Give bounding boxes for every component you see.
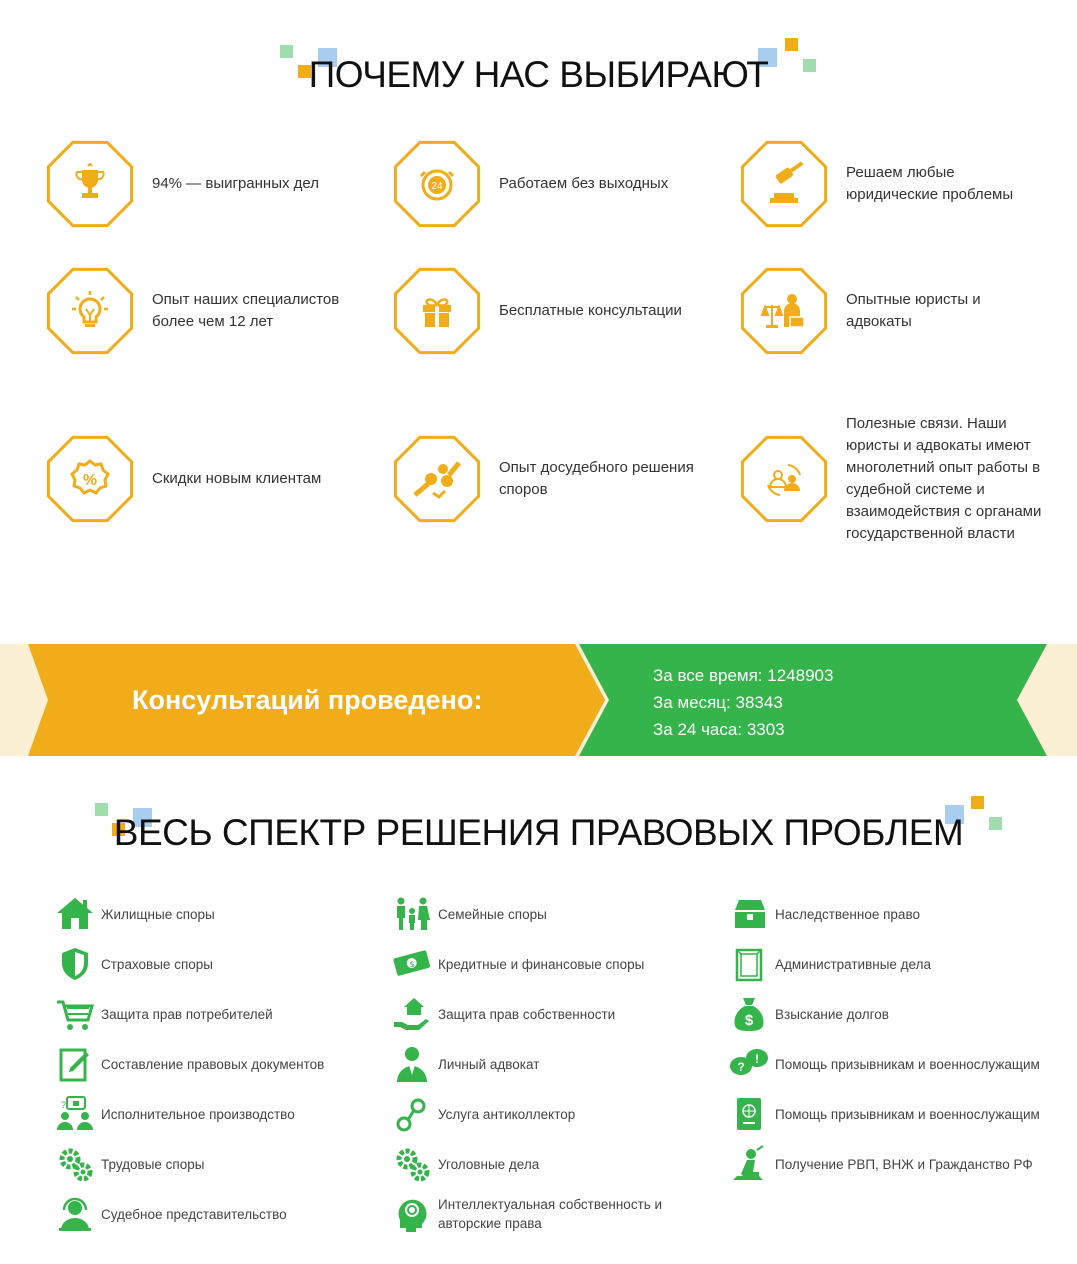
feature-item	[736, 415, 1056, 542]
feature-text: 94% — выигранных дел	[152, 175, 320, 192]
feature-text: Опыт наших специалистов более чем 12 лет	[152, 291, 340, 330]
edit-document-icon	[55, 1044, 95, 1084]
service-item[interactable]	[392, 1044, 722, 1084]
stat-row: За все время: 1248903	[653, 666, 834, 685]
feature-item	[389, 431, 709, 531]
passport-icon	[729, 1094, 769, 1134]
connections-icon	[760, 455, 808, 503]
service-label[interactable]: Административные дела	[775, 956, 931, 972]
feature-text: Скидки новым клиентам	[152, 470, 322, 487]
service-label[interactable]: Получение РВП, ВНЖ и Гражданство РФ	[775, 1156, 1033, 1172]
feature-text: Бесплатные консультации	[499, 302, 682, 319]
service-item[interactable]	[55, 1144, 385, 1184]
feature-text: Работаем без выходных	[499, 175, 669, 192]
service-item[interactable]	[55, 1044, 385, 1084]
hex-badge	[389, 431, 485, 527]
service-item[interactable]	[729, 1044, 1059, 1084]
service-item[interactable]	[729, 1144, 1059, 1184]
consultations-banner	[0, 644, 1077, 756]
clock-24-icon	[413, 160, 461, 208]
service-label[interactable]: Защита прав собственности	[438, 1006, 616, 1022]
service-label[interactable]: Уголовные дела	[438, 1156, 540, 1172]
service-label[interactable]: Наследственное право	[775, 906, 920, 922]
service-label[interactable]: Помощь призывникам и военнослужащим	[775, 1106, 1040, 1122]
lawyer-scales-icon	[760, 287, 808, 335]
service-label[interactable]: Интеллектуальная собственность и авторские права	[438, 1197, 663, 1231]
documents-icon	[729, 944, 769, 984]
service-item[interactable]	[55, 994, 385, 1034]
service-item[interactable]	[392, 1094, 722, 1134]
feature-item	[42, 431, 362, 531]
feature-text: Опыт досудебного решения споров	[499, 459, 694, 498]
hex-badge	[736, 431, 832, 527]
service-item[interactable]	[55, 1194, 385, 1234]
house-icon	[55, 894, 95, 934]
stat-row: За 24 часа: 3303	[653, 720, 785, 739]
feature-item	[736, 136, 1056, 236]
svg-text:!: !	[755, 1052, 759, 1066]
hex-badge	[389, 136, 485, 232]
banner-title: Консультаций проведено:	[132, 684, 483, 715]
hex-badge	[42, 136, 138, 232]
family-icon	[392, 894, 432, 934]
service-label[interactable]: Помощь призывникам и военнослужащим	[775, 1056, 1040, 1072]
service-label[interactable]: Личный адвокат	[438, 1056, 540, 1072]
service-label[interactable]: Трудовые споры	[101, 1156, 205, 1172]
svg-text:$: $	[744, 1012, 754, 1029]
hex-badge	[736, 263, 832, 359]
question-bubbles-icon	[729, 1044, 769, 1084]
head-brain-icon	[392, 1194, 432, 1234]
hex-badge	[736, 136, 832, 232]
service-item[interactable]	[392, 894, 722, 934]
feature-text: Полезные связи. Наши юристы и адвокаты имеют многолетний опыт работы в судебной системе и взаимодействия с органами государственной власти	[846, 415, 1042, 542]
feature-item	[389, 263, 709, 363]
service-label[interactable]: Семейные споры	[438, 906, 547, 922]
feature-item	[42, 136, 362, 236]
services-title: ВЕСЬ СПЕКТР РЕШЕНИЯ ПРАВОВЫХ ПРОБЛЕМ	[113, 812, 964, 853]
service-label[interactable]: Услуга антиколлектор	[438, 1106, 576, 1122]
chest-icon	[729, 894, 769, 934]
shopping-cart-icon	[55, 994, 95, 1034]
decor-square	[785, 38, 798, 51]
svg-text:$: $	[408, 959, 416, 970]
why-title: ПОЧЕМУ НАС ВЫБИРАЮТ	[308, 54, 769, 95]
service-label[interactable]: Страховые споры	[101, 956, 213, 972]
handshake-icon	[413, 455, 461, 503]
service-item[interactable]	[392, 1144, 722, 1184]
gift-icon	[413, 287, 461, 335]
svg-text:24: 24	[431, 181, 443, 192]
stat-row: За месяц: 38343	[653, 693, 783, 712]
lightbulb-icon	[66, 287, 114, 335]
svg-text:?: ?	[61, 1100, 67, 1110]
service-item[interactable]	[392, 994, 722, 1034]
hex-badge	[42, 431, 138, 527]
service-label[interactable]: Судебное представительство	[101, 1206, 287, 1222]
feature-text: Решаем любые юридические проблемы	[846, 164, 1014, 203]
service-label[interactable]: Жилищные споры	[101, 906, 215, 922]
service-label[interactable]: Составление правовых документов	[101, 1056, 325, 1072]
service-item[interactable]	[729, 894, 1059, 934]
gears-icon	[55, 1144, 95, 1184]
feature-text: Опытные юристы и адвокаты	[846, 291, 981, 330]
feature-item	[736, 263, 1056, 363]
money-icon	[392, 944, 432, 984]
shield-icon	[55, 944, 95, 984]
service-item[interactable]	[729, 1094, 1059, 1134]
hex-badge	[389, 263, 485, 359]
svg-text:%: %	[82, 472, 98, 489]
trophy-icon	[66, 160, 114, 208]
service-label[interactable]: Взыскание долгов	[775, 1006, 889, 1022]
person-writing-icon	[729, 1144, 769, 1184]
service-item[interactable]	[55, 1094, 385, 1134]
service-item[interactable]	[392, 944, 722, 984]
discount-badge-icon	[66, 455, 114, 503]
money-bag-icon	[729, 994, 769, 1034]
banner-stats	[653, 662, 833, 743]
service-item[interactable]	[729, 994, 1059, 1034]
hex-badge	[42, 263, 138, 359]
decor-square	[971, 796, 984, 809]
service-item[interactable]	[55, 894, 385, 934]
service-item[interactable]	[55, 944, 385, 984]
service-label[interactable]: Исполнительное производство	[101, 1106, 295, 1122]
gears-icon	[392, 1144, 432, 1184]
feature-item	[42, 263, 362, 363]
handcuffs-icon	[392, 1094, 432, 1134]
service-item[interactable]	[729, 944, 1059, 984]
service-label[interactable]: Защита прав потребителей	[101, 1006, 273, 1022]
gavel-icon	[760, 160, 808, 208]
representative-icon	[55, 1194, 95, 1234]
service-label[interactable]: Кредитные и финансовые споры	[438, 956, 645, 972]
meeting-icon	[55, 1094, 95, 1134]
hand-house-icon	[392, 994, 432, 1034]
service-item[interactable]	[392, 1194, 722, 1234]
svg-text:?: ?	[737, 1060, 745, 1074]
feature-item	[389, 136, 709, 236]
person-suit-icon	[392, 1044, 432, 1084]
